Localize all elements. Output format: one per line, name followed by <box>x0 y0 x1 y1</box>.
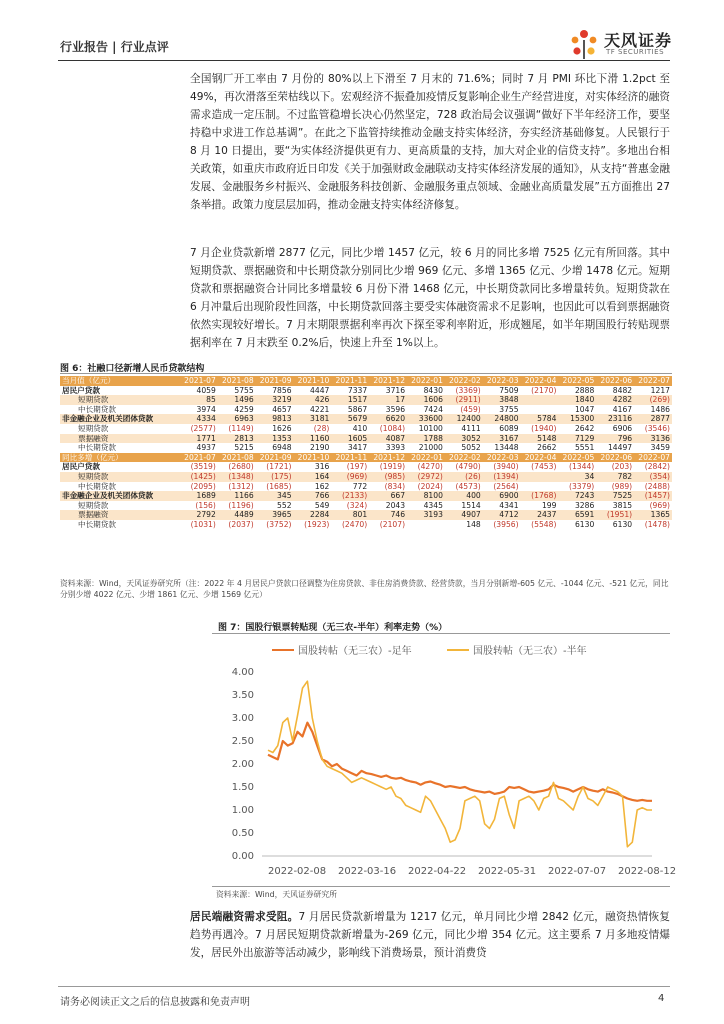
table-row <box>60 472 672 482</box>
table-cell: (197) <box>346 462 368 472</box>
table-cell: 4167 <box>612 404 633 414</box>
table-cell: (989) <box>611 481 633 491</box>
table-cell <box>521 395 559 405</box>
table-cell: (1457) <box>634 491 672 501</box>
table-cell: 6948 <box>272 443 292 453</box>
table-cell: 2043 <box>385 500 406 510</box>
table-cell: 24800 <box>483 414 521 424</box>
table-cell: 4341 <box>499 500 519 510</box>
table-cell: (26) <box>445 472 483 482</box>
table-cell: 4657 <box>272 404 292 414</box>
table-row <box>60 386 672 396</box>
table-cell: (1031) <box>190 520 216 529</box>
y-tick-label: 2.50 <box>231 736 254 747</box>
table-cell: 7243 <box>558 491 596 501</box>
table-cell: (4790) <box>455 462 481 472</box>
table-cell: (2133) <box>331 491 369 501</box>
table-cell: 1606 <box>407 395 445 405</box>
table-cell: 4059 <box>196 385 216 395</box>
table-cell: (3369) <box>455 385 481 395</box>
household-heading: 居民端融资需求受阻。 <box>190 911 299 923</box>
table-cell: 3417 <box>347 443 368 453</box>
y-tick-label: 4.00 <box>231 667 254 678</box>
table-cell: 796 <box>596 434 634 444</box>
table-column-header: 2021-09 <box>256 376 294 386</box>
table-cell: 2284 <box>294 510 332 520</box>
table-cell: 4907 <box>445 510 483 520</box>
table-row-label: 短期贷款 <box>60 395 180 405</box>
figure7-divider <box>212 633 670 634</box>
table-row-label: 居民户贷款 <box>62 385 100 395</box>
table-column-header: 2022-07 <box>634 453 672 463</box>
table-row <box>60 510 672 520</box>
table-column-header: 2021-07 <box>180 453 218 463</box>
table-column-header: 2021-08 <box>218 453 256 463</box>
table-row-label: 中长期贷款 <box>78 443 116 453</box>
table-column-header: 2022-06 <box>596 453 634 463</box>
table-cell: 3755 <box>499 404 519 414</box>
table-cell: 1353 <box>256 434 294 444</box>
paragraph-household <box>190 908 670 962</box>
brand-logo <box>566 24 676 64</box>
paragraph-macro: 全国钢厂开工率由 7 月份的 80%以上下滑至 7 月末的 71.6%；同时 7 月 PMI 环比下滑 1.2pct 至 49%，再次滑落至荣枯线以下。宏观经济不振叠加疫情反复影响企业生产经营进度，对实体经济的融资需求造成一定压制。不过监管稳增长决心仍然坚定，728 政治局会议强调“做好下半年经济工作，要坚持稳中求进工作总基调”。在此之下监管持续推动金融支持实体经济，夯实经济基础修复。人民银行于 8 月 10 日提出，要“为实体经济提供更有力、更高质量的支持，加大对企业的信贷支持”。多地出台相关政策，如重庆市政府近日印发《关于加强财政金融联动支持实体经济发展的通知》，从支持“普惠金融发展、金融服务乡村振兴、金融服务科技创新、金融服务重点领域、金融业高质量发展”五方面推出 27 条举措。政策力度层层加码，推动金融支持实体经济修复。 <box>190 73 670 211</box>
table-column-header: 2022-03 <box>483 376 521 386</box>
table-cell: 3136 <box>634 434 672 444</box>
table-cell: 6130 <box>574 520 595 529</box>
table-cell: 3393 <box>385 443 406 453</box>
x-tick-label: 2022-04-22 <box>408 866 467 877</box>
table-cell: (354) <box>634 472 672 482</box>
series-line-half-year <box>268 681 652 847</box>
table-cell: (2680) <box>228 462 254 472</box>
table-cell: 6906 <box>612 424 633 434</box>
table-column-header: 2021-12 <box>369 376 407 386</box>
table-cell: 23116 <box>596 414 634 424</box>
table-column-header: 2022-05 <box>558 453 596 463</box>
table-cell: 426 <box>294 395 332 405</box>
table-cell: (2564) <box>493 481 519 491</box>
table-cell: 3286 <box>574 500 595 510</box>
table-cell: 33600 <box>407 414 445 424</box>
table-row <box>60 482 672 492</box>
table-column-header: 2021-12 <box>369 453 407 463</box>
table-cell: (3546) <box>644 424 670 434</box>
table-cell: (1348) <box>218 472 256 482</box>
x-tick-label: 2022-07-07 <box>548 866 607 877</box>
table-cell: (969) <box>649 500 670 510</box>
table-cell: (203) <box>611 462 633 472</box>
x-tick-label: 2022-08-12 <box>618 866 677 877</box>
table-column-header: 2021-11 <box>331 453 369 463</box>
table-cell: 4087 <box>369 434 407 444</box>
table-cell: 3167 <box>483 434 521 444</box>
table-row-label: 非金融企业及机关团体贷款 <box>60 414 180 424</box>
table-cell: 8430 <box>423 385 443 395</box>
table-cell: (2488) <box>644 481 670 491</box>
table-cell: (1768) <box>521 491 559 501</box>
table-cell: (459) <box>460 404 481 414</box>
x-tick-label: 2022-03-16 <box>338 866 397 877</box>
table-cell: 5148 <box>521 434 559 444</box>
table-cell: (1721) <box>266 462 292 472</box>
table-cell: 85 <box>180 395 218 405</box>
table-column-header: 2022-06 <box>596 376 634 386</box>
table-cell: 2642 <box>574 424 595 434</box>
table-column-header: 2022-04 <box>521 453 559 463</box>
table-row-label: 中长期贷款 <box>78 404 116 414</box>
table-cell: 782 <box>596 472 634 482</box>
table-cell: 7129 <box>558 434 596 444</box>
table-cell: 1788 <box>407 434 445 444</box>
table-cell: 9813 <box>256 414 294 424</box>
table-cell: (4270) <box>417 462 443 472</box>
table-cell: (3956) <box>493 520 519 529</box>
table-cell: (1951) <box>596 510 634 520</box>
table-cell: 6963 <box>218 414 256 424</box>
table-column-header: 2021-07 <box>180 376 218 386</box>
table-cell: 8482 <box>612 385 633 395</box>
table-cell: 10100 <box>418 424 443 434</box>
table-row-label: 短期贷款 <box>78 424 109 434</box>
table-row <box>60 405 672 415</box>
table-cell: (175) <box>256 472 294 482</box>
table-cell: 6130 <box>612 520 633 529</box>
table-cell: 5755 <box>234 385 254 395</box>
table-cell: (1196) <box>228 500 254 510</box>
table-row-label: 中长期贷款 <box>78 481 116 491</box>
table-cell: (1312) <box>228 481 254 491</box>
legend-label: 国股转帖（无三农）-半年 <box>473 646 587 657</box>
table-cell: 316 <box>314 462 330 472</box>
page-number: 4 <box>658 993 665 1004</box>
table-cell: (4573) <box>455 481 481 491</box>
y-tick-label: 1.50 <box>231 782 254 793</box>
table-column-header: 2021-08 <box>218 376 256 386</box>
table-cell: 8100 <box>407 491 445 501</box>
table-column-header: 2021-10 <box>294 376 332 386</box>
table-cell: 2437 <box>521 510 559 520</box>
table-cell: 345 <box>256 491 294 501</box>
table-cell: 667 <box>369 491 407 501</box>
table-cell: 1486 <box>650 404 670 414</box>
table-cell: 7856 <box>272 385 292 395</box>
table-cell: 1689 <box>180 491 218 501</box>
table-cell <box>407 520 445 530</box>
table-row <box>60 434 672 444</box>
table-cell: 3716 <box>385 385 406 395</box>
table-cell: (1425) <box>180 472 218 482</box>
table-cell: 4221 <box>310 404 330 414</box>
table-cell: 3459 <box>650 443 670 453</box>
table-header-row <box>60 453 672 463</box>
table-cell: 4345 <box>423 500 443 510</box>
table-cell: 772 <box>352 481 368 491</box>
table-column-header: 2022-02 <box>445 376 483 386</box>
table-column-header: 2021-11 <box>331 376 369 386</box>
table-cell: 4712 <box>483 510 521 520</box>
x-tick-label: 2022-05-31 <box>478 866 537 877</box>
y-tick-label: 3.00 <box>231 713 254 724</box>
table-row-label: 票据融资 <box>60 510 180 520</box>
table-row <box>60 501 672 511</box>
table-cell: (1685) <box>266 481 292 491</box>
y-tick-label: 0.00 <box>231 851 254 862</box>
table-cell: 12400 <box>445 414 483 424</box>
table-column-header: 2022-04 <box>521 376 559 386</box>
table-cell: 5784 <box>521 414 559 424</box>
figure7-source: 资料来源：Wind，天风证券研究所 <box>216 890 337 899</box>
table-cell: 162 <box>314 481 330 491</box>
table-row <box>60 491 672 501</box>
y-tick-label: 0.50 <box>231 828 254 839</box>
table-cell: (985) <box>369 472 407 482</box>
table-cell: 5215 <box>234 443 254 453</box>
table-cell: 3181 <box>294 414 332 424</box>
table-cell: (2024) <box>417 481 443 491</box>
table-cell: 2662 <box>537 443 557 453</box>
table-cell: (3940) <box>493 462 519 472</box>
table-cell: 1496 <box>218 395 256 405</box>
table-cell: 3974 <box>196 404 216 414</box>
table-column-header: 2021-10 <box>294 453 332 463</box>
rate-line-chart <box>212 636 677 886</box>
header-report-type: 行业报告 | 行业点评 <box>60 40 169 54</box>
figure6-source: 资料来源：Wind，天风证券研究所（注：2022 年 4 月居民户贷款口径调整为住房贷款、非住房消费贷款、经营贷款，当月分别新增-605 亿元、-1044 亿元、-521 亿元，同比分别少增 4022 亿元、少增 1861 亿元、少增 1569 亿元） <box>60 579 669 599</box>
table-cell <box>521 405 559 415</box>
table-row-label: 中长期贷款 <box>78 520 116 529</box>
y-tick-label: 2.00 <box>231 759 254 770</box>
table-cell: (3519) <box>190 462 216 472</box>
table-cell: 4111 <box>461 424 481 434</box>
table-cell: 766 <box>294 491 332 501</box>
household-text: 7 月居民贷款新增量为 1217 亿元，单月同比少增 2842 亿元，融资热情恢复趋势再遇冷。7 月居民短期贷款新增量为-269 亿元，同比少增 354 亿元。这主要系 7 月多地疫情爆发，居民外出旅游等活动减少，影响线下消费场景，预计消费贷 <box>190 911 671 959</box>
table-cell: (156) <box>195 500 216 510</box>
table-cell: 1047 <box>574 404 595 414</box>
table-column-header: 2022-01 <box>407 376 445 386</box>
table-cell: (2842) <box>644 462 670 472</box>
table-cell: 5052 <box>461 443 481 453</box>
table-column-header: 2022-05 <box>558 376 596 386</box>
table-cell: (2911) <box>445 395 483 405</box>
table-cell: (2577) <box>190 424 216 434</box>
series-line-full-year <box>268 723 652 801</box>
table-cell: (5548) <box>531 520 557 529</box>
table-cell: 4282 <box>596 395 634 405</box>
table-cell: 3965 <box>256 510 294 520</box>
table-cell: 746 <box>369 510 407 520</box>
x-tick-label: 2022-02-08 <box>268 866 327 877</box>
table-cell: 199 <box>541 500 557 510</box>
table-row-label: 短期贷款 <box>78 500 109 510</box>
table-cell: 6591 <box>558 510 596 520</box>
table-cell: 3052 <box>445 434 483 444</box>
table-cell: (1149) <box>228 424 254 434</box>
table-cell: (2470) <box>341 520 368 529</box>
table-cell: (1478) <box>644 520 670 529</box>
table-cell: 17 <box>369 395 407 405</box>
table-row-label: 居民户贷款 <box>62 462 100 472</box>
table-cell: 13448 <box>494 443 519 453</box>
table-cell: 3596 <box>385 404 406 414</box>
table-cell: (3752) <box>266 520 292 529</box>
table-cell: 4334 <box>180 414 218 424</box>
figure7-bottom-divider <box>212 886 670 887</box>
table-cell: (3379) <box>569 481 595 491</box>
table-section-label: 当月值（亿元） <box>60 376 180 386</box>
rate-chart-svg <box>212 636 677 886</box>
table-cell: 1514 <box>461 500 481 510</box>
table-cell: (1394) <box>483 472 521 482</box>
footer-divider <box>58 986 670 987</box>
table-cell: 3219 <box>256 395 294 405</box>
footer-disclaimer: 请务必阅读正文之后的信息披露和免责声明 <box>60 997 250 1008</box>
table-cell: (1084) <box>379 424 406 434</box>
table-cell: 4447 <box>310 385 330 395</box>
brand-name-en: TF SECURITIES <box>606 48 665 56</box>
table-cell: 3815 <box>612 500 633 510</box>
table-cell: 7424 <box>423 404 443 414</box>
table-cell: (2972) <box>407 472 445 482</box>
brand-name: 天风证券 <box>604 31 673 50</box>
table-cell: (2107) <box>379 520 406 529</box>
table-cell: 801 <box>331 510 369 520</box>
brand-logo-icon <box>566 26 602 62</box>
table-row <box>60 414 672 424</box>
table-cell: (1344) <box>569 462 595 472</box>
table-cell: (1919) <box>379 462 406 472</box>
table-cell: 5551 <box>574 443 595 453</box>
table-row <box>60 424 672 434</box>
table-cell <box>521 482 559 492</box>
table-cell: 6620 <box>369 414 407 424</box>
table-cell: 14497 <box>607 443 633 453</box>
table-header-row <box>60 376 672 386</box>
table-cell: 5867 <box>347 404 368 414</box>
table-column-header: 2022-03 <box>483 453 521 463</box>
table-cell: 1365 <box>634 510 672 520</box>
table-cell: (2095) <box>190 481 216 491</box>
table-column-header: 2022-02 <box>445 453 483 463</box>
table-cell: 4259 <box>234 404 254 414</box>
table-column-header: 2022-01 <box>407 453 445 463</box>
table-cell: 7337 <box>347 385 368 395</box>
table-cell: 1605 <box>331 434 369 444</box>
table-column-header: 2021-09 <box>256 453 294 463</box>
table-cell: 1626 <box>272 424 292 434</box>
table-row-label: 非金融企业及机关团体贷款 <box>60 491 180 501</box>
header-divider <box>58 60 670 61</box>
table-cell: 4937 <box>196 443 216 453</box>
table-cell: 3848 <box>483 395 521 405</box>
table-row <box>60 462 672 472</box>
table-cell: (2037) <box>228 520 254 529</box>
y-tick-label: 1.00 <box>231 805 254 816</box>
table-cell: 148 <box>466 520 481 529</box>
table-cell: 34 <box>558 472 596 482</box>
table-cell: 6089 <box>499 424 519 434</box>
table-row-label: 票据融资 <box>60 434 180 444</box>
table-cell: 7509 <box>499 385 519 395</box>
table-cell: (7453) <box>531 462 557 472</box>
table-cell: (1940) <box>531 424 557 434</box>
table-cell: (1923) <box>304 520 330 529</box>
table-cell: 21000 <box>418 443 443 453</box>
table-cell: 4489 <box>218 510 256 520</box>
y-tick-label: 3.50 <box>231 690 254 701</box>
table-cell: (2170) <box>531 385 557 395</box>
table-cell: 2888 <box>574 385 595 395</box>
table-cell: 164 <box>294 472 332 482</box>
table-cell: 552 <box>277 500 292 510</box>
table-cell: 5679 <box>331 414 369 424</box>
table-section-label: 同比多增（亿元） <box>60 453 180 463</box>
legend-label: 国股转帖（无三农）-足年 <box>298 646 412 657</box>
table-cell: 3193 <box>407 510 445 520</box>
table-cell: (269) <box>634 395 672 405</box>
table-cell: 400 <box>445 491 483 501</box>
table-cell: 2190 <box>310 443 330 453</box>
table-cell: 410 <box>352 424 368 434</box>
table-row <box>60 395 672 405</box>
table-row <box>60 520 672 530</box>
table-cell: 2813 <box>218 434 256 444</box>
table-cell: (28) <box>313 424 330 434</box>
table-column-header: 2022-07 <box>634 376 672 386</box>
figure6-divider <box>60 373 672 374</box>
table-cell: 1840 <box>558 395 596 405</box>
table-row-label: 短期贷款 <box>60 472 180 482</box>
table-cell <box>521 472 559 482</box>
table-cell: 2877 <box>634 414 672 424</box>
paragraph-corporate-loans: 7 月企业贷款新增 2877 亿元，同比少增 1457 亿元，较 6 月的同比多增 7525 亿元有所回落。其中短期贷款、票据融资和中长期贷款分别同比少增 969 亿元、多增 1365 亿元、少增 1478 亿元。短期贷款和票据融资合计同比多增量较 6 月份下滑 1468 亿元，中长期贷款同比多增量转负。短期贷款在 6 月冲量后出现阶段性回落，中长期贷款回落主要受实体融资需求不足影响，也因此可以看到票据融资依然实现较好增长。7 月末期限票据利率再次下探至零利率附近，形成翘尾，如半年期国股行转贴现票据利率在 7 月末跌至 0.2%后，快速上升至 1%以上。 <box>190 247 670 349</box>
figure6-title: 图 6：社融口径新增人民币贷款结构 <box>60 364 205 374</box>
loan-structure-table <box>60 376 672 530</box>
table-cell: 1217 <box>650 385 670 395</box>
table-cell: (969) <box>331 472 369 482</box>
table-cell: 15300 <box>558 414 596 424</box>
table-cell: 7525 <box>596 491 634 501</box>
table-cell: 1771 <box>180 434 218 444</box>
table-cell: (834) <box>384 481 406 491</box>
figure7-title: 图 7：国股行银票转贴现（无三农-半年）利率走势（%） <box>218 623 448 633</box>
table-cell: (324) <box>346 500 368 510</box>
table-cell: 2792 <box>180 510 218 520</box>
table-row <box>60 443 672 453</box>
table-cell: 549 <box>314 500 330 510</box>
table-cell: 1160 <box>294 434 332 444</box>
table-cell: 6900 <box>483 491 521 501</box>
table-cell: 1517 <box>331 395 369 405</box>
table-cell: 1166 <box>218 491 256 501</box>
